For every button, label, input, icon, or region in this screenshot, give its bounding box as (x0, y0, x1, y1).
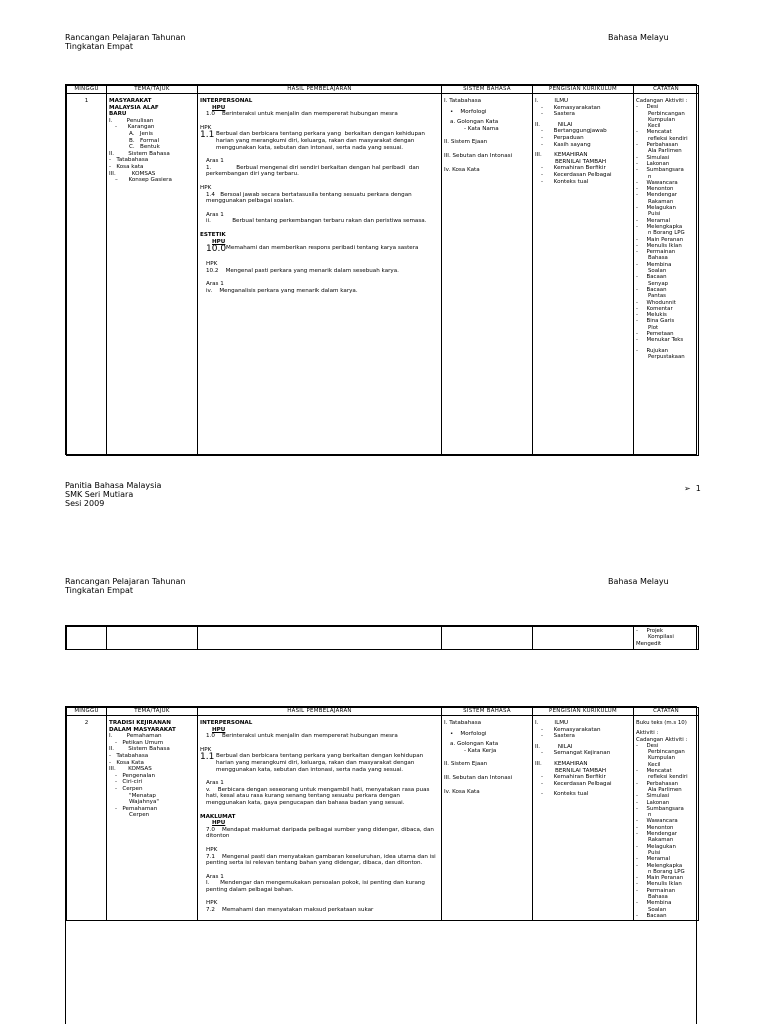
catatan-item: Ala Parlimen (648, 148, 682, 155)
catatan-item: - Melagukan (636, 205, 676, 212)
header-subtitle: Tingkatan Empat (65, 42, 134, 51)
col-header-hasil: HASIL PEMBELAJARAN (198, 86, 442, 94)
header-right-2: Bahasa Melayu (608, 577, 669, 586)
catatan-item: - Wawancara (636, 179, 678, 186)
catatan-item: - Menonton (636, 186, 674, 193)
catatan-item: n (648, 173, 652, 180)
col-header-minggu-2: MINGGU (67, 708, 107, 716)
catatan-item: Rakaman (648, 837, 674, 844)
catatan-item: n (648, 812, 652, 819)
cell-tema: MASYARAKAT MALAYSIA ALAF BARU I. Penulisan - Karangan A. Jenis B. Formal C. Bentuk II. Sistem Bahasa - Tatabahasa - Kosa kata III. KOMSAS – Konsep Gasiera (107, 94, 198, 456)
catatan-item: - Mencatat (636, 768, 672, 775)
cell-tema-2: TRADISI KEJIRANAN DALAM MASYARAKAT I. Pemahaman - Petikan Umum II. Sistem Bahasa - Tatabahasa - Kosa Kata III. KOMSAS - Pengenalan - Ciri-ciri - Cerpen "Menatap Wajahnya" - Pemahaman Cerpen (107, 716, 198, 921)
catatan-item: - Wawancara (636, 818, 678, 825)
catatan-item: - Mendengar (636, 192, 677, 199)
catatan-item: Bahasa (648, 894, 668, 901)
cell-pengisian: I. ILMU - Kemasyarakatan - Sastera II. NILAI - Bertanggungjawab - Perpaduan - Kasih sayang III. KEMAHIRAN BERNILAI TAMBAH - Kemahiran Berfikir - Kecerdasan Pelbagai - Konteks tual (533, 94, 634, 456)
cell-catatan-2 (634, 716, 699, 921)
catatan-item: - Main Peranan (636, 875, 684, 882)
catatan-item: Senyap (648, 280, 669, 287)
col-header-tema: TEMA/TAJUK (107, 86, 198, 94)
catatan-item: - Desi (636, 742, 659, 749)
catatan-item: - Simulasi (636, 154, 670, 161)
header-right: Bahasa Melayu (608, 33, 669, 42)
catatan-item: - Melagukan (636, 843, 676, 850)
col-header-hasil-2: HASIL PEMBELAJARAN (198, 708, 442, 716)
col-header-pengisian: PENGISIAN KURIKULUM (533, 86, 634, 94)
catatan-item: n Borang LPG (648, 868, 685, 875)
continuation-table (65, 625, 697, 650)
arrow-bullet-icon: ➢ (684, 484, 691, 493)
catatan-item: - Permainan (636, 887, 676, 894)
catatan-item: - Perbahasan (636, 780, 679, 787)
page-number: ➢ 1 (684, 484, 701, 493)
catatan-item: - Sumbangsara (636, 805, 684, 812)
catatan-item: - Pemetaan (636, 330, 674, 337)
footer: Panitia Bahasa Malaysia SMK Seri Mutiara Sesi 2009 (65, 481, 162, 508)
cell-hasil: INTERPERSONAL HPU 1.0 Berinteraksi untuk menjalin dan mempererat hubungan mesra HPK 1.1 Berbual dan berbicara tentang perkara yang berkaitan dengan kehidupan harian yang merangkumi diri, keluarga, rakan dan masyarakat dengan menggunakan kata, sebutan dan intonasi, serta nada yang sesuai. Aras 1 1. Berbual mengenai diri sendiri berkaitan dengan hal peribadi dan perkembangan diri yang terbaru. HPK 1.4 Bersoal jawab secara bertatasusila tentang sesuatu perkara dengan menggunakan pelbagai soalan. Aras 1 ii. Berbual tentang perkembangan terbaru rakan dan peristiwa semasa. ESTETIK HPU 10.0 Memahami dan memberikan respons peribadi tentang karya sastera HPK 10.2 Mengenal pasti perkara yang menarik dalam sesebuah karya. Aras 1 iv. Menganalisis perkara yang menarik dalam karya. (198, 94, 442, 456)
catatan-item: - Menulis Iklan (636, 242, 682, 249)
catatan-item: - Permainan (636, 249, 676, 256)
catatan-item: - Meramal (636, 217, 671, 224)
col-header-catatan-2: CATATAN (634, 708, 699, 716)
header-left-2: Rancangan Pelajaran Tahunan Tingkatan Empat (65, 577, 186, 595)
catatan-item: - Mencatat (636, 129, 672, 136)
catatan-item: - Sumbangsara (636, 167, 684, 174)
catatan-item: Aktiviti : (636, 730, 659, 737)
bullet-morfologi-2: • Morfologi (450, 730, 487, 737)
catatan-item: - Melengkapka (636, 862, 683, 869)
catatan-item: Soalan (648, 268, 667, 275)
catatan-item: - Melukis (636, 312, 667, 319)
catatan-item: Cadangan Aktiviti : (636, 98, 688, 104)
plan-table-week-2 (65, 706, 697, 1024)
catatan-item: - Lakonan (636, 799, 670, 806)
catatan-item: refleksi kendiri (648, 135, 688, 142)
catatan-item: Kecil (648, 123, 661, 130)
catatan-item: - Bina Garis (636, 318, 675, 325)
catatan-item: - Menulis Iklan (636, 881, 682, 888)
catatan-item: - Membina (636, 261, 672, 268)
catatan-item: - Melengkapka (636, 223, 683, 230)
catatan-item: Puisi (648, 211, 661, 218)
catatan-item: - Bacaan (636, 912, 667, 919)
catatan-item: Kumpulan (648, 116, 675, 123)
catatan-item: Soalan (648, 906, 667, 913)
catatan-item: - Komentar (636, 305, 673, 312)
col-header-minggu: MINGGU (67, 86, 107, 94)
cell-catatan (634, 94, 699, 456)
catatan-item: - Rujukan (636, 347, 669, 354)
cell-pengisian-2: I. ILMU - Kemasyarakatan - Sastera II. NILAI - Semangat Kejiranan III. KEMAHIRAN BERNILAI TAMBAH - Kemahiran Berfikir - Kecerdasan Pelbagai - Konteks tual (533, 716, 634, 921)
col-header-sistem-2: SISTEM BAHASA (442, 708, 533, 716)
catatan-item: - Membina (636, 900, 672, 907)
header-title: Rancangan Pelajaran Tahunan (65, 33, 186, 42)
catatan-item: n Borang LPG (648, 230, 685, 237)
cell-catatan-cont: - Projek Kompilasi Mengedit (634, 627, 699, 650)
col-header-sistem: SISTEM BAHASA (442, 86, 533, 94)
catatan-item: Kumpulan (648, 755, 675, 762)
col-header-pengisian-2: PENGISIAN KURIKULUM (533, 708, 634, 716)
catatan-item: - Simulasi (636, 793, 670, 800)
catatan-item: - Whodunnit (636, 299, 676, 306)
cell-sistem-2: I. Tatabahasa • Morfologi a. Golongan Kata - Kata Kerja II. Sistem Ejaan III. Sebutan dan Intonasi Iv. Kosa Kata (442, 716, 533, 921)
catatan-item: refleksi kendiri (648, 774, 688, 781)
catatan-item: Perpustakaan (648, 353, 685, 360)
header-left (65, 33, 185, 51)
cell-hasil-2: INTERPERSONAL HPU 1.0 Berinteraksi untuk menjalin dan mempererat hubungan mesra HPK 1.1 Berbual dan berbicara tentang perkara yang berkaitan dengan kehidupan harian yang merangkumi diri, keluarga, rakan dan masyarakat dengan menggunakan kata, sebutan dan intonasi, serta nada yang sesuai. Aras 1 v. Berbicara dengan seseorang untuk mengambil hati, menyatakan rasa puas hati, kesal atau rasa kurang senang tentang sesuatu perkara dengan menggunakan kata, gaya pengucapan dan bahasa badan yang sesuai. MAKLUMAT HPU 7.0 Mendapat maklumat daripada pelbagai sumber yang didengar, dibaca, dan ditonton HPK 7.1 Mengenal pasti dan menyatakan gambaran keseluruhan, idea utama dan isi penting serta isi relevan tentang bahan yang didengar, dibaca, dan ditonton. Aras 1 I. Mendengar dan mengemukakan persoalan pokok, isi penting dan kurang penting dalam pelbagai bahan. HPK 7.2 Memahami dan menyatakan maksud perkataan sukar (198, 716, 442, 921)
catatan-item: Pantas (648, 293, 666, 300)
catatan-item: Plot (648, 324, 659, 331)
catatan-item: - Menonton (636, 824, 674, 831)
catatan-item: - Desi (636, 104, 659, 111)
catatan-item: Puisi (648, 849, 661, 856)
cell-minggu: 1 (67, 94, 107, 456)
catatan-item: - Meramal (636, 856, 671, 863)
catatan-item: - Menukar Teks (636, 337, 684, 344)
catatan-item: Perbincangan (648, 110, 685, 117)
catatan-item: - Bacaan (636, 286, 667, 293)
catatan-item: Bahasa (648, 255, 668, 262)
catatan-item: - Bacaan (636, 274, 667, 281)
catatan-item: Buku teks (m.s 10) (636, 720, 687, 726)
catatan-item: Ala Parlimen (648, 786, 682, 793)
catatan-item: - Lakonan (636, 160, 670, 167)
catatan-item: Kecil (648, 761, 661, 768)
catatan-item: Cadangan Aktiviti : (636, 736, 688, 743)
col-header-tema-2: TEMA/TAJUK (107, 708, 198, 716)
bullet-morfologi: • Morfologi (450, 108, 487, 115)
cell-minggu-2: 2 (67, 716, 107, 921)
plan-table-week-1 (65, 84, 697, 455)
catatan-item: - Mendengar (636, 831, 677, 838)
col-header-catatan: CATATAN (634, 86, 699, 94)
cell-sistem: I. Tatabahasa • Morfologi a. Golongan Kata - Kata Nama II. Sistem Ejaan III. Sebutan dan Intonasi Iv. Kosa Kata (442, 94, 533, 456)
catatan-item: Rakaman (648, 198, 674, 205)
catatan-item: Perbincangan (648, 749, 685, 756)
catatan-item: - Main Peranan (636, 236, 684, 243)
catatan-item: - Perbahasan (636, 142, 679, 149)
